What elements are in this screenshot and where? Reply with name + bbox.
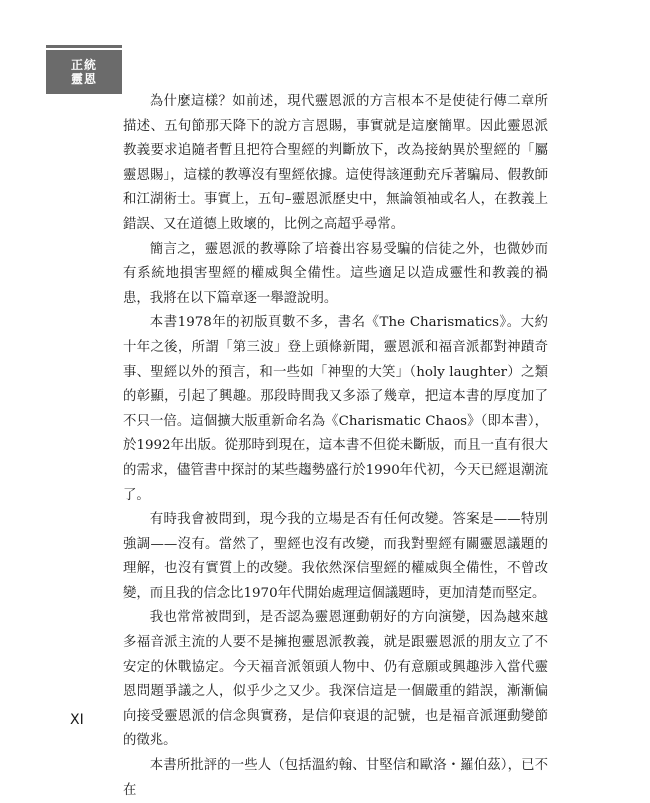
section-tab [46,50,122,94]
paragraph: 本書1978年的初版頁數不多，書名《The Charismatics》。大約十年之後，所謂「第三波」登上頭條新聞，靈恩派和福音派都對神蹟奇事、聖經以外的預言，和一些如「神聖的大笑」（holy laughter）之類的彰顯，引起了興趣。那段時間我又多添了幾章，把這本書的厚度加了不只一倍。這個擴大版重新命名為《Charismatic Chaos》（即本書），於1992年出版。從那時到現在，這本書不但從未斷版，而且一直有很大的需求，儘管書中探討的某些趨勢盛行於1990年代初，今天已經退潮流了。 [123,315,548,503]
page-number: XI [70,712,84,728]
paragraph: 本書所批評的一些人（包括溫約翰、甘堅信和歐洛・羅伯茲），已不在 [123,758,548,798]
body-text [123,90,548,803]
section-tab-line1: 正統 [70,58,97,72]
paragraph: 我也常常被問到，是否認為靈恩運動朝好的方向演變，因為越來越多福音派主流的人要不是擁抱靈恩派教義，就是跟靈恩派的朋友立了不安定的休戰協定。今天福音派領頭人物中、仍有意願或興趣涉入當代靈恩問題爭議之人，似乎少之又少。我深信這是一個嚴重的錯誤，漸漸偏向接受靈恩派的信念與實務，是信仰衰退的記號，也是福音派運動變節的徵兆。 [123,610,548,749]
paragraph: 有時我會被問到，現今我的立場是否有任何改變。答案是——特別強調——沒有。當然了，聖經也沒有改變，而我對聖經有關靈恩議題的理解，也沒有實質上的改變。我依然深信聖經的權威與全備性，不曾改變，而且我的信念比1970年代開始處理這個議題時，更加清楚而堅定。 [123,512,548,601]
paragraph: 為什麼這樣？如前述，現代靈恩派的方言根本不是使徒行傳二章所描述、五旬節那天降下的說方言恩賜，事實就是這麼簡單。因此靈恩派教義要求追隨者暫且把符合聖經的判斷放下，改為接納異於聖經的「屬靈恩賜」，這樣的教導沒有聖經依據。這使得該運動充斥著騙局、假教師和江湖術士。事實上，五旬–靈恩派歷史中，無論領袖或名人，在教義上錯誤、又在道德上敗壞的，比例之高超乎尋常。 [123,94,548,232]
paragraph: 簡言之，靈恩派的教導除了培養出容易受騙的信徒之外，也微妙而有系統地損害聖經的權威與全備性。這些適足以造成靈性和教義的禍患，我將在以下篇章逐一舉證說明。 [123,241,548,306]
section-tab-line2: 靈恩 [70,72,97,86]
